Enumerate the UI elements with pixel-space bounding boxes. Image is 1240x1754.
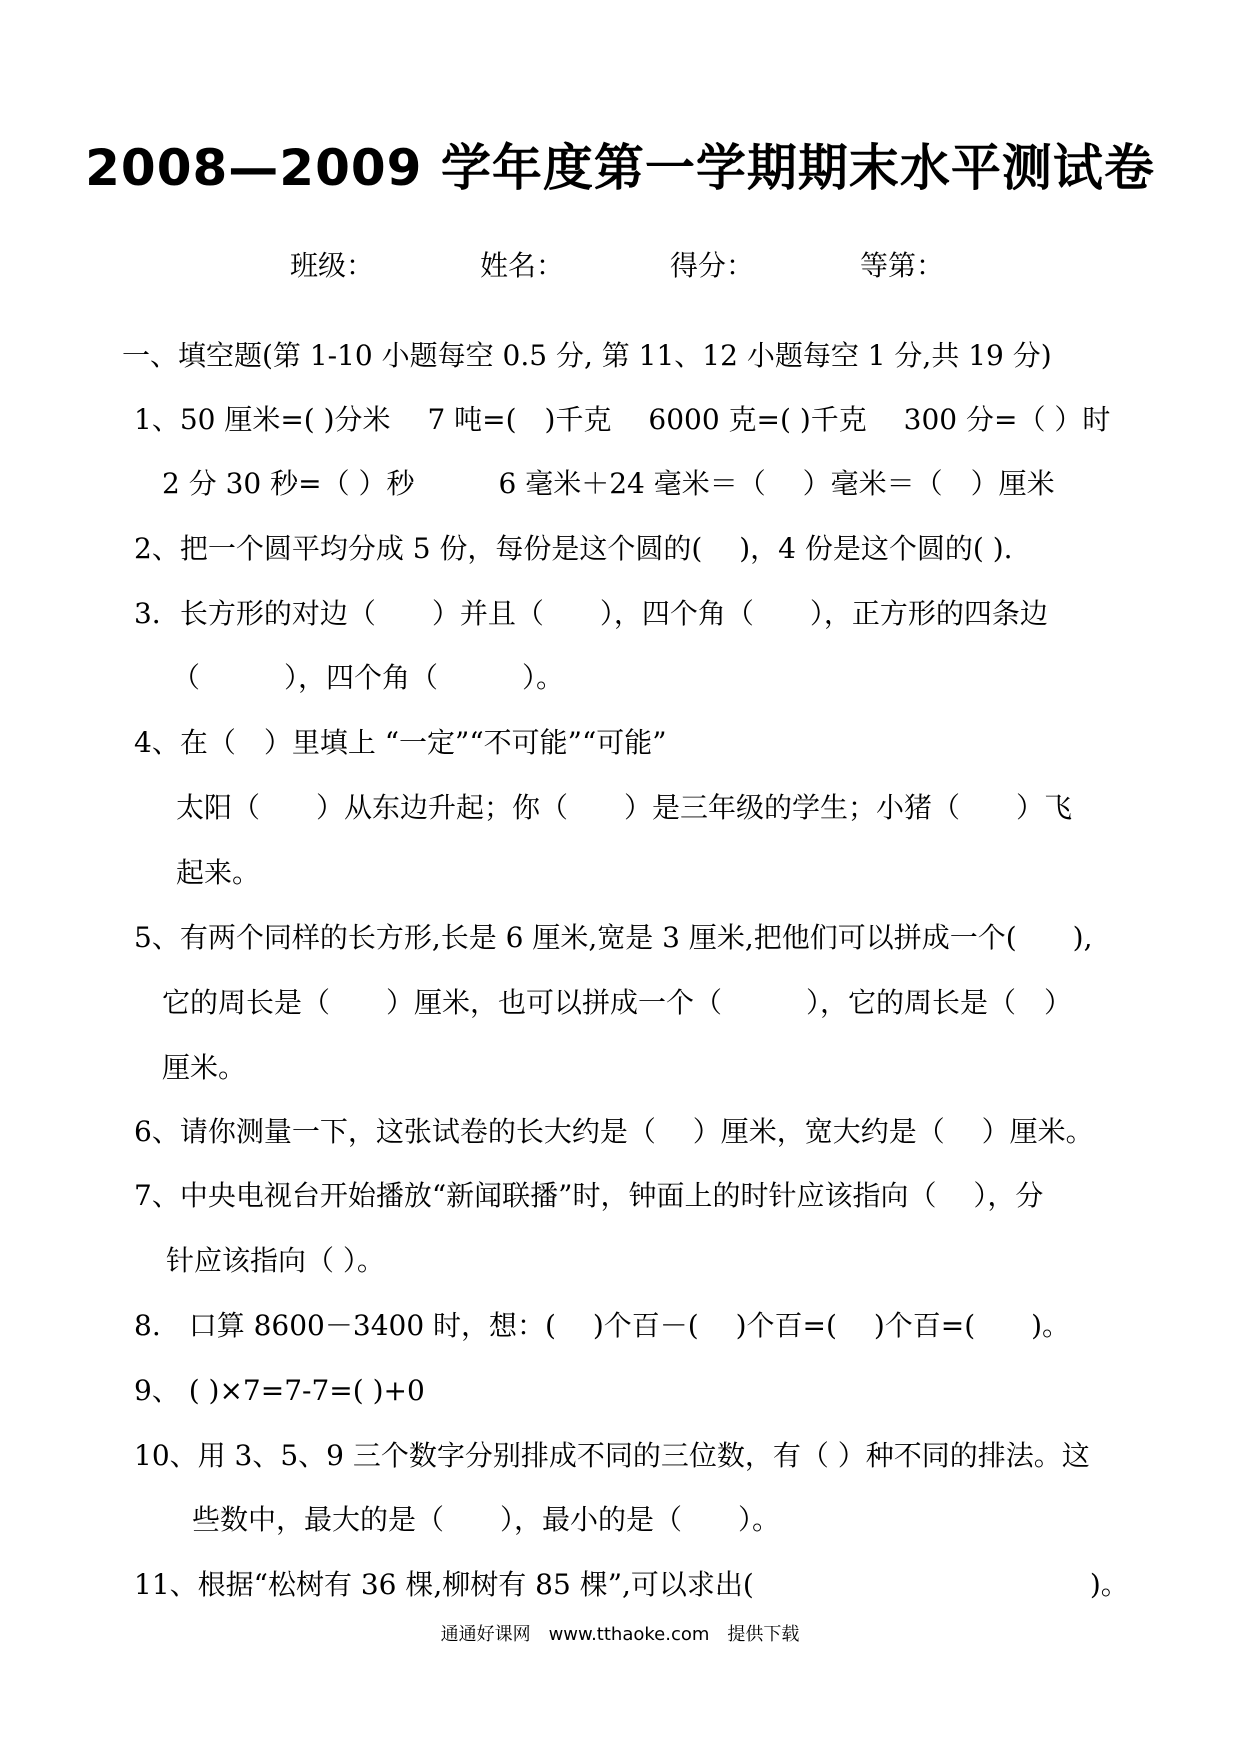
name-label: 姓名： (480, 249, 565, 282)
page-title: 2008—2009 学年度第一学期期末水平测试卷 (85, 139, 1155, 197)
grade-label: 等第： (860, 249, 945, 282)
question-1-line-2: 2 分 30 秒=（ ）秒 6 毫米＋24 毫米＝（ ）毫米＝（ ）厘米 (162, 467, 1055, 500)
question-2: 2、把一个圆平均分成 5 份，每份是这个圆的( )，4 份是这个圆的( ). (134, 532, 1013, 565)
question-10-line-2: 些数中，最大的是（ ），最小的是（ ）。 (192, 1503, 781, 1536)
question-4-line-2: 太阳（ ）从东边升起；你（ ）是三年级的学生；小猪（ ）飞 (176, 791, 1073, 824)
question-6: 6、请你测量一下，这张试卷的长大约是（ ）厘米，宽大约是（ ）厘米。 (134, 1115, 1094, 1148)
question-4-line-3: 起来。 (176, 856, 261, 889)
question-9: 9、 ( )×7=7-7=( )+0 (134, 1374, 425, 1407)
question-7-line-1: 7、中央电视台开始播放“新闻联播”时，钟面上的时针应该指向（ ），分 (134, 1179, 1044, 1212)
student-info-row (290, 244, 990, 284)
score-label: 得分： (670, 249, 755, 282)
section-heading: 一、填空题(第 1-10 小题每空 0.5 分, 第 11、12 小题每空 1 分,共 19 分) (122, 339, 1052, 372)
question-4-line-1: 4、在（ ）里填上 “一定”“不可能”“可能” (134, 726, 667, 759)
question-5-line-3: 厘米。 (162, 1051, 247, 1084)
question-5-line-1: 5、有两个同样的长方形,长是 6 厘米,宽是 3 厘米,把他们可以拼成一个( ), (134, 921, 1093, 954)
question-3-line-2: （ ），四个角（ ）。 (172, 661, 565, 694)
class-label: 班级： (290, 249, 375, 282)
question-11: 11、根据“松树有 36 棵,柳树有 85 棵”,可以求出( )。 (134, 1568, 1129, 1601)
question-8: 8. 口算 8600－3400 时，想：( )个百－( )个百=( )个百=( )。 (134, 1309, 1071, 1342)
footer-watermark: 通通好课网 www.tthaoke.com 提供下载 (440, 1624, 800, 1645)
question-1-line-1: 1、50 厘米=( )分米 7 吨=( )千克 6000 克=( )千克 300 分=（ ）时 (134, 403, 1111, 436)
question-10-line-1: 10、用 3、5、9 三个数字分别排成不同的三位数，有（ ）种不同的排法。这 (134, 1439, 1090, 1472)
question-7-line-2: 针应该指向（ ）。 (166, 1244, 385, 1277)
question-5-line-2: 它的周长是（ ）厘米，也可以拼成一个（ ），它的周长是（ ） (162, 986, 1073, 1019)
question-3-line-1: 3．长方形的对边（ ）并且（ ），四个角（ ），正方形的四条边 (134, 597, 1048, 630)
